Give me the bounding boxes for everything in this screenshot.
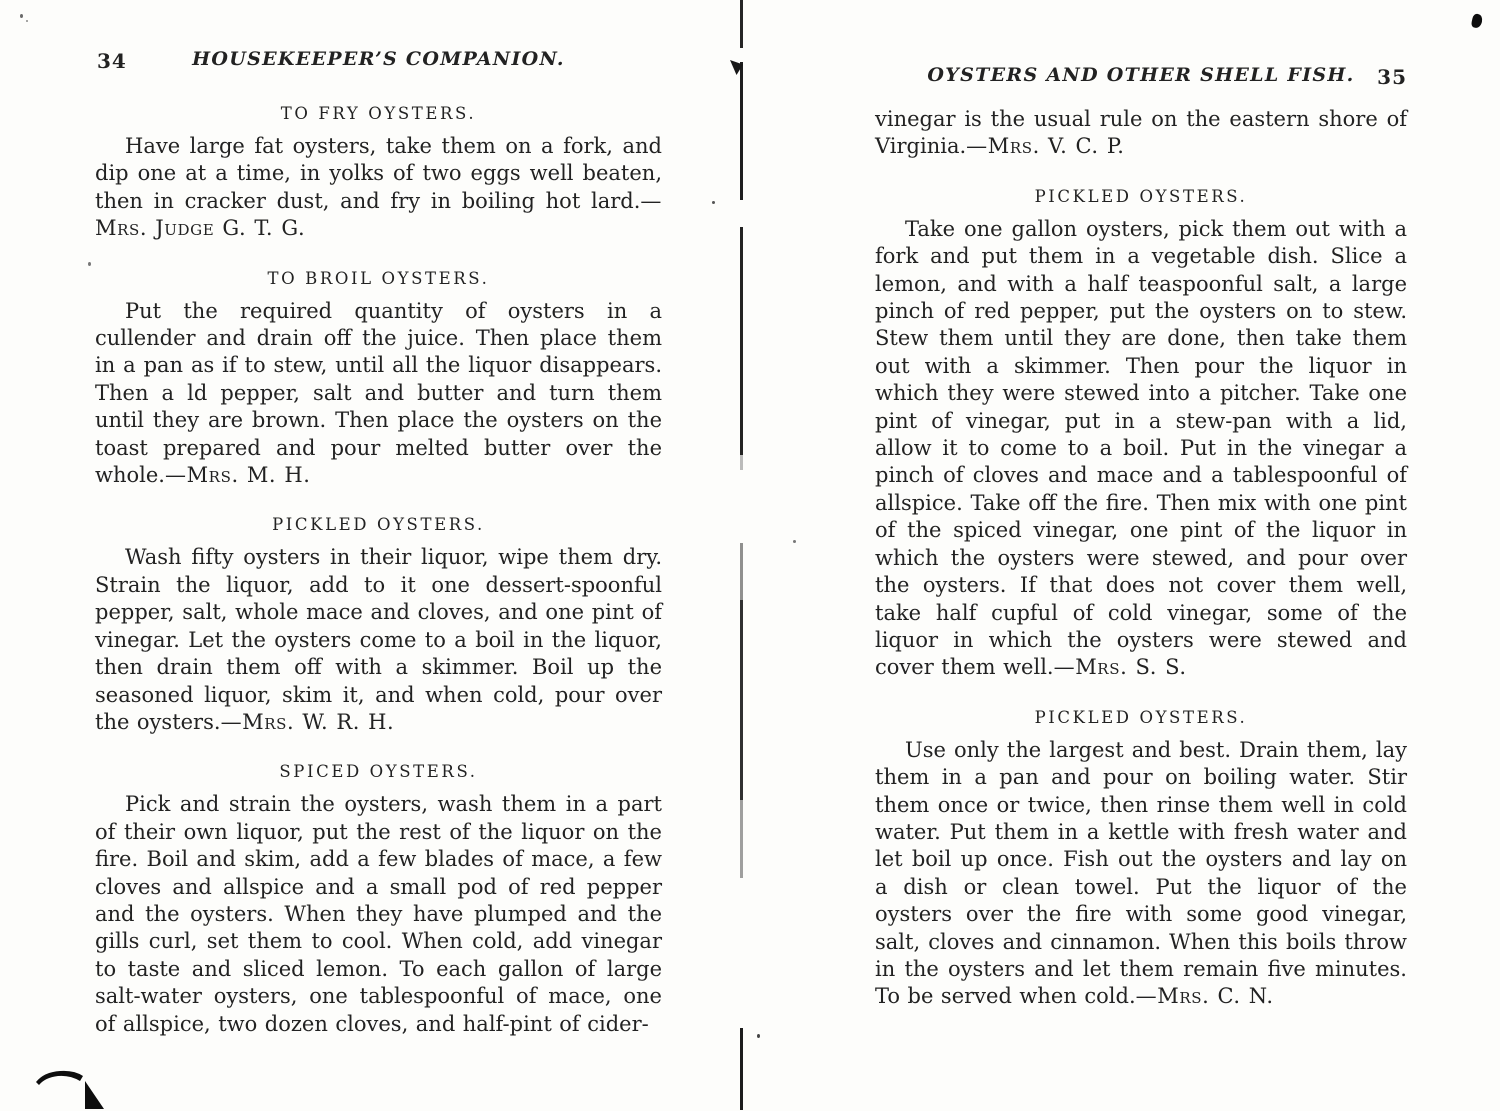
recipe-section: [875, 187, 1407, 682]
ink-speck: [793, 540, 796, 543]
recipe-title: PICKLED OYSTERS.: [1034, 186, 1248, 206]
recipe-body: [875, 106, 1407, 161]
left-page-sections: [95, 104, 662, 1038]
page-gutter-line: [740, 0, 743, 1110]
right-page: [875, 64, 1407, 1017]
right-page-sections: [875, 106, 1407, 1011]
recipe-title: TO FRY OYSTERS.: [280, 104, 477, 123]
running-head-right: OYSTERS AND OTHER SHELL FISH.: [927, 64, 1355, 86]
recipe-text: Take one gallon oysters, pick them out with a fork and put them in a vegetable dish. Slice a lemon, and with a half teaspoonful salt, a large pinch of red pepper, put the oysters on to stew. Stew them until they are done, then take them out with a skimmer. Then pour the liquor in which they were stewed into a pitcher. Take one pint of vinegar, put in a stew-pan with a lid, allow it to come to a boil. Put in the vinegar a pinch of cloves and mace and a tablespoonful of allspice. Take off the fire. Then mix with one pint of the spiced vinegar, one pint of the liquor in which the oysters were stewed, and pour over the oysters. If that does not cover them well, take half cupful of cold vinegar, some of the liquor in which the oysters were stewed and cover them well.: [875, 216, 1407, 680]
recipe-section: [875, 106, 1407, 161]
recipe-attribution: —Mrs. M. H.: [164, 463, 311, 488]
recipe-text: Have large fat oysters, take them on a fork, and dip one at a time, in yolks of two eggs well beaten, then in cracker dust, and fry in boiling hot lard.: [95, 134, 662, 213]
recipe-text: Wash fifty oysters in their liquor, wipe them dry. Strain the liquor, add to it one dessert-spoonful pepper, salt, whole mace and cloves, and one pint of vinegar. Let the oysters come to a boil in the liquor, then drain them off with a skimmer. Boil up the seasoned liquor, skim it, and when cold, pour over the oysters.: [95, 545, 662, 734]
recipe-body: [95, 544, 662, 736]
recipe-text: Pick and strain the oysters, wash them in a part of their own liquor, put the rest of the liquor on the fire. Boil and skim, add a few blades of mace, a few cloves and allspice and a small pod of red pepper and the oysters. When they have plumped and the gills curl, set them to cool. When cold, add vinegar to taste and sliced lemon. To each gallon of large salt-water oysters, one tablespoonful of mace, one of allspice, two dozen cloves, and half-pint of cider-: [95, 792, 662, 1036]
ink-speck: [26, 20, 28, 22]
recipe-section: [95, 515, 662, 736]
right-page-header: [875, 64, 1407, 94]
left-page-header: [95, 48, 662, 78]
recipe-text: Use only the largest and best. Drain them, lay them in a pan and pour on boiling water. Stir them once or twice, then rinse them well in cold water. Put them in a kettle with fresh water and let boil up once. Fish out the oysters and lay on a dish or clean towel. Put the liquor of the oysters over the fire with some good vinegar, salt, cloves and cinnamon. When this boils throw in the oysters and let them remain five minutes. To be served when cold.: [875, 737, 1407, 1009]
ink-speck: [1471, 13, 1484, 29]
recipe-body: [95, 298, 662, 490]
page-number-left: 34: [97, 49, 127, 73]
recipe-text: Put the required quantity of oysters in a cullender and drain off the juice. Then place them in a pan as if to stew, until all the liquor disappears. Then a ld pepper, salt and butter and turn them until they are brown. Then place the oysters on the toast prepared and pour melted butter over the whole.: [95, 298, 662, 488]
ink-speck: [757, 1034, 760, 1038]
recipe-section: [95, 762, 662, 1038]
ink-speck: [712, 201, 715, 204]
recipe-section: [95, 269, 662, 490]
left-page: [95, 48, 662, 1044]
recipe-title: TO BROIL OYSTERS.: [267, 268, 490, 288]
recipe-attribution: —Mrs. C. N.: [1135, 984, 1274, 1009]
recipe-body: [875, 737, 1407, 1011]
recipe-title: PICKLED OYSTERS.: [1034, 707, 1248, 727]
ink-speck: [88, 262, 91, 266]
page-number-right: 35: [1377, 65, 1407, 89]
page-corner-curl: [30, 1063, 110, 1111]
recipe-text: vinegar is the usual rule on the eastern shore of Virginia.: [875, 107, 1407, 159]
running-head-left: HOUSEKEEPER’S COMPANION.: [192, 48, 565, 70]
ink-speck: [20, 14, 23, 18]
recipe-title: PICKLED OYSTERS.: [272, 515, 485, 535]
recipe-section: [875, 708, 1407, 1011]
recipe-body: [875, 216, 1407, 682]
recipe-attribution: —Mrs. V. C. P.: [966, 134, 1125, 159]
recipe-section: [95, 104, 662, 243]
recipe-attribution: —Mrs. S. S.: [1053, 655, 1187, 680]
gutter-arrow-mark: [728, 58, 746, 78]
recipe-body: [95, 791, 662, 1038]
recipe-title: SPICED OYSTERS.: [279, 762, 478, 782]
recipe-body: [95, 133, 662, 243]
recipe-attribution: —Mrs. W. R. H.: [220, 709, 395, 734]
recipe-attribution: —Mrs. Judge G. T. G.: [95, 188, 662, 241]
